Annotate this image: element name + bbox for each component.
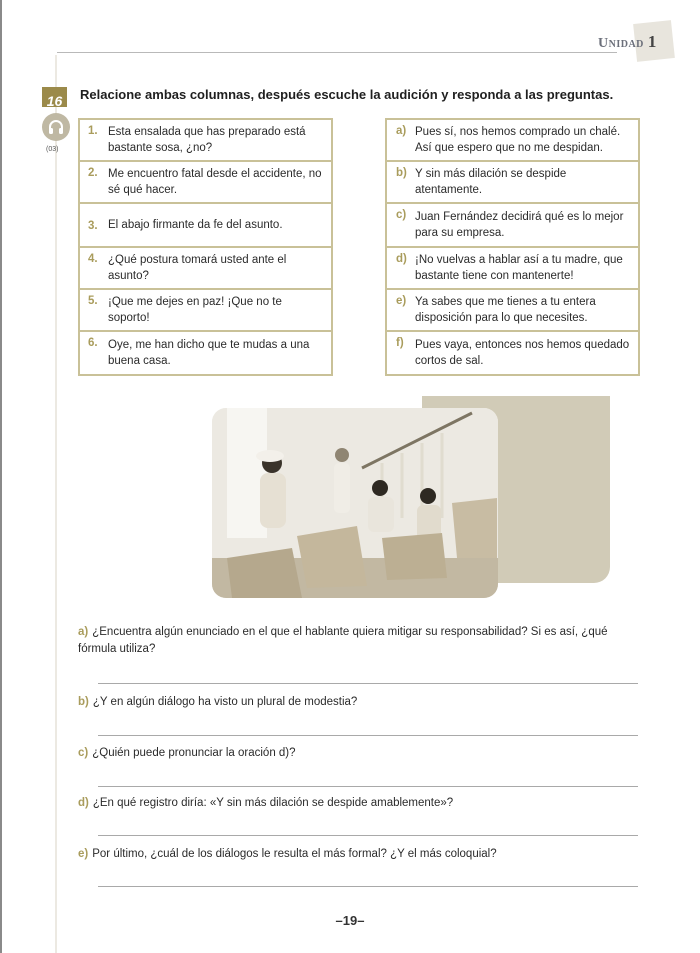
audio-track-number: (03) bbox=[46, 146, 59, 153]
answer-line-a[interactable] bbox=[98, 683, 638, 684]
question-text: ¿Encuentra algún enunciado en el que el hablante quiera mitigar su responsabilidad? Si es así, ¿qué fórmula utiliza? bbox=[78, 626, 608, 655]
left-column-table bbox=[78, 118, 333, 376]
item-label: 3. bbox=[88, 220, 98, 232]
question-a bbox=[78, 624, 643, 658]
question-label: e) bbox=[78, 848, 89, 860]
unit-number: 1 bbox=[647, 32, 657, 51]
item-text: El abajo firmante da fe del asunto. bbox=[108, 219, 283, 231]
left-item bbox=[80, 204, 331, 248]
left-item bbox=[80, 162, 331, 204]
question-label: b) bbox=[78, 696, 89, 708]
item-label: b) bbox=[396, 167, 407, 179]
item-label: f) bbox=[396, 337, 404, 349]
right-item bbox=[387, 162, 638, 204]
item-text: Pues sí, nos hemos comprado un chalé. Así que espero que no me despidan. bbox=[415, 126, 621, 154]
item-label: c) bbox=[396, 209, 407, 221]
page-number: –19– bbox=[335, 913, 365, 928]
question-c bbox=[78, 745, 643, 762]
item-text: ¿Qué postura tomará usted ante el asunto? bbox=[108, 254, 287, 282]
question-text: ¿Quién puede pronunciar la oración d)? bbox=[92, 747, 296, 759]
item-text: Y sin más dilación se despide atentamente. bbox=[415, 168, 567, 196]
answer-line-e[interactable] bbox=[98, 886, 638, 887]
left-item bbox=[80, 290, 331, 332]
item-label: d) bbox=[396, 253, 407, 265]
question-text: ¿En qué registro diría: «Y sin más dilación se despide amablemente»? bbox=[92, 797, 454, 809]
item-label: e) bbox=[396, 295, 407, 307]
item-text: ¡Que me dejes en paz! ¡Que no te soporto! bbox=[108, 296, 282, 324]
question-b bbox=[78, 694, 643, 711]
item-text: Juan Fernández decidirá qué es lo mejor para su empresa. bbox=[415, 211, 624, 239]
right-item bbox=[387, 290, 638, 332]
item-text: Esta ensalada que has preparado está bastante sosa, ¿no? bbox=[108, 126, 306, 154]
item-text: Me encuentro fatal desde el accidente, no sé qué hacer. bbox=[108, 168, 322, 196]
header-rule bbox=[57, 52, 617, 53]
family-moving-photo bbox=[212, 408, 498, 598]
question-text: Por último, ¿cuál de los diálogos le resulta el más formal? ¿Y el más coloquial? bbox=[92, 848, 497, 860]
left-item bbox=[80, 332, 331, 374]
exercise-instruction: Relacione ambas columnas, después escuche la audición y responda a las preguntas. bbox=[80, 87, 614, 102]
question-text: ¿Y en algún diálogo ha visto un plural de modestia? bbox=[92, 696, 358, 708]
question-label: c) bbox=[78, 747, 89, 759]
right-item bbox=[387, 204, 638, 248]
right-item bbox=[387, 120, 638, 162]
item-text: Ya sabes que me tienes a tu entera disposición para lo que necesites. bbox=[415, 296, 596, 324]
item-label: 4. bbox=[88, 253, 98, 265]
item-text: Pues vaya, entonces nos hemos quedado cortos de sal. bbox=[415, 339, 630, 367]
exercise-number: 16 bbox=[42, 87, 67, 107]
question-d bbox=[78, 795, 643, 812]
question-label: a) bbox=[78, 626, 89, 638]
left-item bbox=[80, 120, 331, 162]
left-item bbox=[80, 248, 331, 290]
item-text: Oye, me han dicho que te mudas a una buena casa. bbox=[108, 339, 310, 367]
right-item bbox=[387, 248, 638, 290]
right-item bbox=[387, 332, 638, 374]
answer-line-d[interactable] bbox=[98, 835, 638, 836]
item-label: a) bbox=[396, 125, 407, 137]
page-edge bbox=[0, 0, 2, 953]
item-label: 6. bbox=[88, 337, 98, 349]
right-column-table bbox=[385, 118, 640, 376]
unit-label bbox=[598, 32, 657, 52]
answer-line-b[interactable] bbox=[98, 735, 638, 736]
question-label: d) bbox=[78, 797, 89, 809]
item-label: 2. bbox=[88, 167, 98, 179]
answer-line-c[interactable] bbox=[98, 786, 638, 787]
margin-rule bbox=[55, 55, 57, 953]
item-label: 1. bbox=[88, 125, 98, 137]
item-label: 5. bbox=[88, 295, 98, 307]
question-e bbox=[78, 846, 643, 863]
item-text: ¡No vuelvas a hablar así a tu madre, que bastante tiene con mantenerte! bbox=[415, 254, 623, 282]
unit-word: Unidad bbox=[598, 36, 644, 51]
headphones-icon[interactable] bbox=[42, 113, 70, 141]
